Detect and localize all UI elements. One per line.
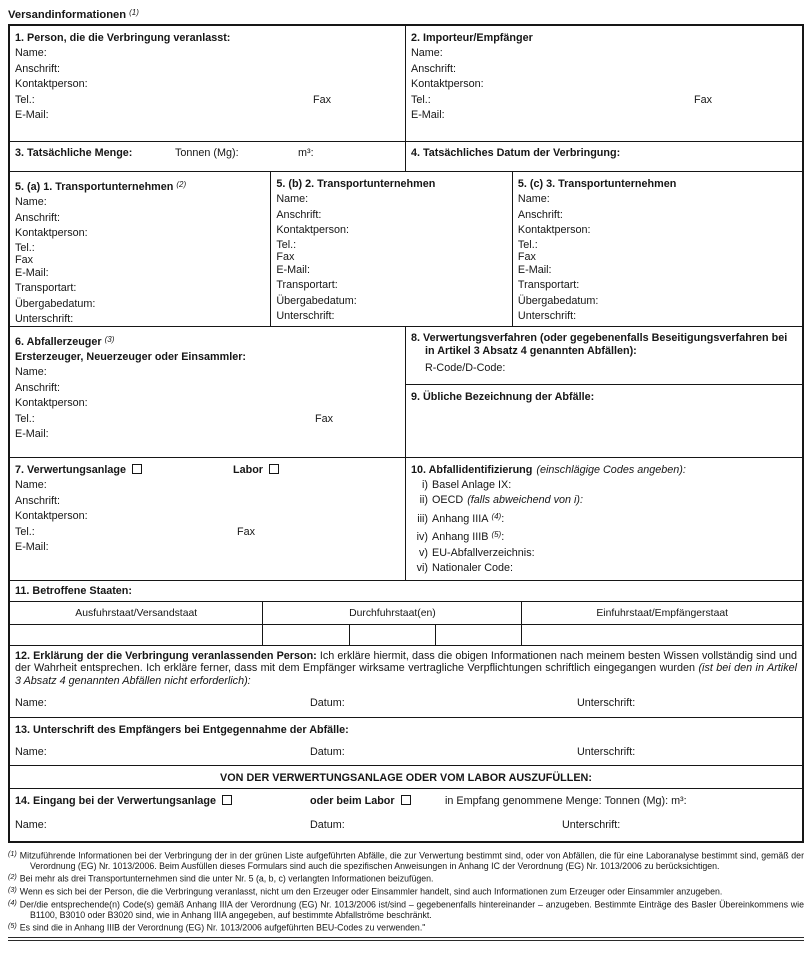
box12-body: Ich erkläre hiermit, dass die obigen Informationen nach meinem besten Wissen vollständig sind und der Wahrheit entsprechen. Ich erkläre ferner, dass mit dem Empfänger wirksame vertragliche Verpflichtungen schriftlich eingegangen wurden (15, 650, 798, 675)
transportart-label: Transportart: (276, 279, 338, 291)
datum-label: Datum: (310, 746, 345, 758)
ausfuhrstaat-cell (10, 625, 263, 645)
row-1-2 (10, 26, 802, 142)
fax-label: Fax (276, 250, 295, 263)
tel-label: Tel.: (15, 241, 35, 254)
anschrift-label: Anschrift: (411, 62, 457, 75)
box5b-title: 5. (b) 2. Transportunternehmen (276, 178, 436, 190)
tonnen-label: Tonnen (Mg): (175, 147, 239, 159)
name-label: Name: (15, 366, 47, 378)
footnote-ref-4: (4) (491, 511, 502, 521)
unterschrift-label: Unterschrift: (577, 746, 636, 758)
unterschrift-label: Unterschrift: (517, 310, 577, 322)
waste-code-item: iv) Anhang IIIB $^{(5)}$: (416, 530, 505, 544)
footnotes (8, 849, 804, 933)
tel-fax-row (411, 93, 796, 109)
box2-title: 2. Importeur/Empfänger (411, 32, 533, 44)
name-label: Name: (15, 819, 47, 831)
email-label: E-Mail: (15, 541, 49, 553)
signature-row (10, 742, 802, 762)
banner-row (10, 766, 802, 789)
eingang-labor-checkbox[interactable] (401, 795, 411, 805)
fax-label: Fax (315, 412, 333, 425)
box-5b (271, 172, 513, 326)
footnote-ref-5: (5) (491, 530, 502, 540)
box7-title: 7. Verwertungsanlage (15, 464, 127, 476)
name-label: Name: (15, 47, 47, 59)
tel-label: Tel.: (15, 412, 35, 425)
name-label: Name: (15, 196, 47, 208)
box14-labor-label: oder beim Labor (310, 795, 395, 807)
m3-label: m³: (298, 147, 314, 159)
box-8 (406, 327, 802, 385)
box1-title: 1. Person, die die Verbringung veranlasst: (15, 32, 231, 44)
labor-label: Labor (233, 464, 263, 476)
footnote-ref-3: (3) (104, 335, 115, 344)
box-7 (10, 458, 406, 580)
fax-label: Fax (313, 93, 331, 106)
box-9 (406, 385, 802, 456)
tel-label: Tel.: (15, 525, 35, 538)
uebergabedatum-label: Übergabedatum: (15, 297, 96, 310)
anschrift-label: Anschrift: (15, 62, 61, 75)
kontaktperson-label: Kontaktperson: (15, 510, 88, 522)
footnote-3: $^{(3)}$ Wenn es sich bei der Person, die die Verbringung veranlasst, nicht um den Erzeuger oder Einsammler handelt, sind auch Informationen zum Erzeuger oder Einsammler anzugeben. (8, 885, 723, 897)
box-3 (10, 142, 406, 171)
kontaktperson-label: Kontaktperson: (276, 224, 349, 236)
box-5a (10, 172, 271, 326)
box12-title: 12. Erklärung der die Verbringung veranlassenden Person: (15, 650, 317, 662)
box6-subtitle: Ersterzeuger, Neuerzeuger oder Einsammler: (15, 351, 247, 363)
box-6 (10, 327, 406, 457)
box-5c (513, 172, 802, 326)
unterschrift-label: Unterschrift: (577, 697, 636, 710)
box3-title: 3. Tatsächliche Menge: (15, 147, 133, 159)
box-14 (10, 789, 802, 841)
name-label: Name: (517, 193, 550, 205)
form-table (8, 24, 804, 843)
waste-code-item: i) Basel Anlage IX: (422, 479, 512, 491)
footnote-ref-1: (1) (129, 8, 139, 17)
row-6-8-9 (10, 327, 802, 458)
name-label: Name: (276, 193, 309, 205)
tel-fax-row (15, 525, 399, 541)
page-title-text: Versandinformationen (8, 9, 127, 21)
uebergabedatum-label: Übergabedatum: (517, 294, 599, 307)
box11-title: 11. Betroffene Staaten: (15, 585, 132, 597)
row-7-10 (10, 458, 802, 581)
uebergabedatum-label: Übergabedatum: (276, 294, 357, 307)
name-label: Name: (15, 746, 47, 758)
box-8-9-stack (406, 327, 802, 457)
name-label: Name: (15, 479, 47, 491)
footnote-5: $^{(5)}$ Es sind die in Anhang IIIB der Verordnung (EG) Nr. 1013/2006 aufgeführten BEU-Codes zu verwenden." (8, 921, 426, 933)
tel-label: Tel.: (276, 238, 297, 251)
box14-title: 14. Eingang bei der Verwertungsanlage (15, 795, 217, 807)
signature-row (10, 693, 802, 713)
waste-code-item: ii) OECD (falls abweichend von i): (419, 494, 584, 507)
fax-label: Fax (237, 525, 255, 538)
datum-label: Datum: (310, 697, 345, 710)
waste-code-item: vi) Nationaler Code: (416, 562, 514, 575)
anschrift-label: Anschrift: (276, 208, 322, 221)
kontaktperson-label: Kontaktperson: (517, 224, 591, 236)
email-label: E-Mail: (15, 266, 49, 279)
row-3-4 (10, 142, 802, 172)
fax-label: Fax (517, 250, 536, 263)
box-2 (406, 26, 802, 141)
tel-label: Tel.: (15, 93, 35, 106)
anschrift-label: Anschrift: (517, 208, 563, 221)
footnote-4: $^{(4)}$ Der/die entsprechende(n) Code(s) gemäß Anhang IIIA der Verordnung (EG) Nr. 1013/2006 ist/sind – gegebenenfalls hintereinander – anzugeben. Bestimmte Einträge des Basler Übereinkommens wie B1100, B3010 oder B3020 sind, wie in Anhang IIIA angegeben, auf bestimmte Abfallströme beschränkt. (8, 898, 804, 921)
transportart-label: Transportart: (15, 282, 77, 294)
name-label: Name: (15, 697, 47, 710)
einfuhrstaat-cell (522, 625, 802, 645)
unterschrift-label: Unterschrift: (276, 310, 335, 322)
anschrift-label: Anschrift: (15, 381, 61, 394)
waste-code-item: iii) Anhang IIIA $^{(4)}$: (417, 511, 505, 525)
box-1 (10, 26, 406, 141)
box4-title: 4. Tatsächliches Datum der Verbringung: (411, 147, 621, 159)
menge-label: in Empfang genommene Menge: Tonnen (Mg): m³: (445, 795, 687, 807)
anschrift-label: Anschrift: (15, 494, 61, 507)
box14-labor-option (310, 795, 411, 807)
page-title (8, 8, 804, 21)
box6-title: 6. Abfallerzeuger $^{(3)}$ (15, 335, 115, 348)
email-label: E-Mail: (411, 109, 445, 121)
kontaktperson-label: Kontaktperson: (15, 78, 88, 90)
unterschrift-label: Unterschrift: (15, 313, 74, 325)
declaration-text (10, 646, 802, 687)
box-4 (406, 142, 802, 171)
verwertungsanlage-checkbox[interactable] (132, 464, 142, 474)
durchfuhrstaat-header: Durchfuhrstaat(en) (263, 602, 522, 624)
box-13 (10, 718, 802, 766)
name-label: Name: (411, 47, 443, 59)
footnote-2: $^{(2)}$ Bei mehr als drei Transportunternehmen sind die unter Nr. 5 (a, b, c) verlangten Informationen beizufügen. (8, 872, 434, 884)
labor-option (233, 463, 279, 478)
box-10 (406, 458, 802, 580)
kontaktperson-label: Kontaktperson: (15, 227, 88, 239)
einfuhrstaat-header: Einfuhrstaat/Empfängerstaat (596, 607, 729, 619)
box5a-title: 5. (a) 1. Transportunternehmen $^{(2)}$ (15, 180, 187, 193)
ausfuhrstaat-header: Ausfuhrstaat/Versandstaat (10, 602, 263, 624)
email-label: E-Mail: (517, 263, 552, 276)
box-12 (10, 646, 802, 718)
transportart-label: Transportart: (517, 279, 580, 291)
fax-label: Fax (694, 93, 712, 106)
email-label: E-Mail: (15, 109, 49, 121)
durchfuhrstaat-cell-3 (436, 625, 522, 645)
anschrift-label: Anschrift: (15, 211, 61, 224)
email-label: E-Mail: (276, 263, 310, 276)
durchfuhrstaat-cell-1 (263, 625, 349, 645)
datum-label: Datum: (310, 819, 345, 831)
kontaktperson-label: Kontaktperson: (411, 78, 484, 90)
footnote-1: $^{(1)}$ Mitzuführende Informationen bei der Verbringung der in der grünen Liste aufgeführten Abfälle, die zur Verwertung bestimmt sind, oder von Abfällen, die für eine Laboranalyse bestimmt sind, gemäß der Verordnung (EG) Nr. 1013/2006. Beim Ausfüllen dieses Formulars sind auch die spezifischen Anweisungen in Anhang IC der Verordnung (EG) Nr. 1013/2006 zu berücksichtigen. (8, 849, 804, 871)
email-label: E-Mail: (15, 428, 49, 440)
box7-title-row (15, 463, 399, 478)
waste-code-item: v) EU-Abfallverzeichnis: (419, 546, 535, 559)
signature-row (10, 815, 802, 835)
box13-title: 13. Unterschrift des Empfängers bei Entgegennahme der Abfälle: (15, 724, 349, 736)
states-entry-row (10, 625, 802, 645)
fax-label: Fax (15, 253, 33, 266)
rcode-label: R-Code/D-Code: (425, 362, 506, 374)
eingang-verwertungsanlage-checkbox[interactable] (222, 795, 232, 805)
box9-title: 9. Übliche Bezeichnung der Abfälle: (411, 391, 595, 403)
tel-label: Tel.: (411, 93, 431, 106)
box8-title: 8. Verwertungsverfahren (oder gegebenenfalls Beseitigungsverfahren bei in Artikel 3 Absatz 4 genannten Abfällen): (411, 332, 788, 357)
facility-banner: VON DER VERWERTUNGSANLAGE ODER VOM LABOR AUSZUFÜLLEN: (220, 771, 592, 784)
footnote-ref-2: (2) (176, 180, 187, 189)
box-11 (10, 581, 802, 646)
bottom-divider (8, 937, 804, 941)
tel-label: Tel.: (517, 238, 538, 251)
labor-checkbox[interactable] (269, 464, 279, 474)
box10-title: 10. Abfallidentifizierung (einschlägige Codes angeben): (411, 464, 686, 476)
tel-fax-row (15, 93, 399, 109)
box10-title-note: (einschlägige Codes angeben): (536, 464, 686, 476)
kontaktperson-label: Kontaktperson: (15, 397, 88, 409)
unterschrift-label: Unterschrift: (562, 819, 621, 831)
box14-title-row (10, 789, 802, 811)
row-5 (10, 172, 802, 327)
states-header-row (10, 601, 802, 625)
durchfuhrstaat-cell-2 (350, 625, 436, 645)
box12-note: (ist bei den in Artikel 3 Absatz 4 genannten Abfällen nicht erforderlich): (15, 662, 797, 687)
tel-fax-row (15, 412, 399, 428)
box5c-title: 5. (c) 3. Transportunternehmen (517, 178, 677, 190)
